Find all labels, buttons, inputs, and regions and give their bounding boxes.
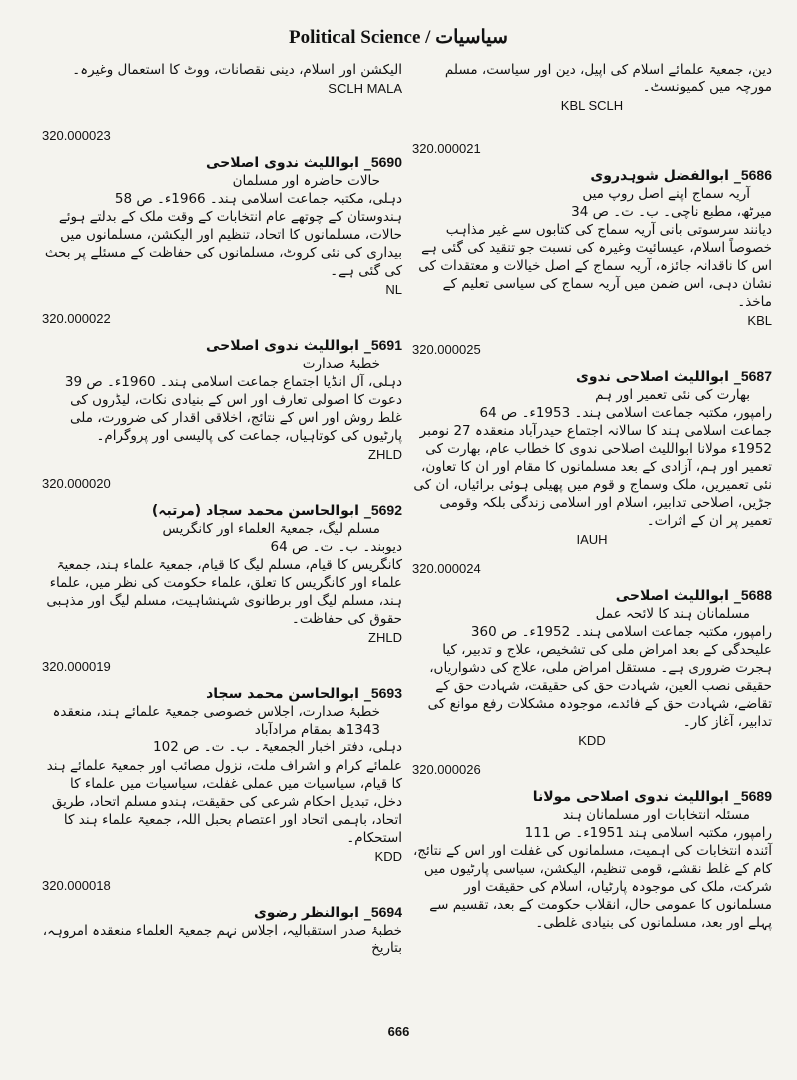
accession-number: 320.000026 [412,762,481,777]
entry-imprint: میرٹھ، مطبع ناچی۔ ب۔ ت۔ ص 34 [571,203,772,220]
accession-number: 320.000019 [42,659,111,674]
entry-imprint: دہلی، مکتبہ جماعت اسلامی ہند۔ 1966ء۔ ص 58 [114,190,402,207]
continuation-text: دین، جمعیۃ علمائے اسلام کی اپیل، دین اور سیاست، مسلم مورچہ میں کمیونسٹ۔ [444,62,772,95]
entry-title: مسلم لیگ، جمعیۃ العلماء اور کانگریس [162,521,380,537]
catalog-entry [412,561,772,748]
library-tag: IAUH [576,532,608,547]
library-tag: NL [385,282,402,297]
entry-heading: 5687_ ابواللیث اصلاحی ندوی [575,368,772,385]
entry-description: دیانند سرسوتی بانی آریہ سماج کی کتابوں سے غیر مذاہب خصوصاً اسلام، عیسائیت وغیرہ کی نسبت جو تنقید کی گئی ہے اس کا ناقدانہ جائزہ، آریہ سماج کے اصل خیالات و معتقدات کی نشان دہی، اس ضمن میں آریہ سماج کی سیاسی تعلیم کے ماخذ۔ [418,222,772,310]
entry-number: 5686 [740,167,772,183]
entry-author: ابوالحاسن محمد سجاد [206,686,359,702]
entry-description: جماعت اسلامی ہند کا سالانہ اجتماع حیدرآباد منعقدہ 27 نومبر 1952ء مولانا ابواللیث اصلاحی ندوی کا خطاب عام، بھارت کی تعمیر اور ہم، آزادی کے بعد مسلمانوں کا مقام اور ان کا تعاون، نئی تعمیریں، ملک وسماج و قوم میں پھیلی ہوئی برائیاں، ان کی جڑیں، اصلاحی تدابیر، اسلام اور اسلامی زندگی بلکہ وقومی تعمیر پر ان کے اثرات۔ [413,423,772,529]
entry-title: بھارت کی نئی تعمیر اور ہم [595,387,750,403]
catalog-entry [42,878,402,958]
catalog-entry [42,128,402,297]
catalog-entry [412,141,772,328]
entry-number: 5688 [740,587,772,603]
library-tag: ZHLD [368,630,402,645]
entry-number: 5687 [740,368,772,384]
accession-number: 320.000018 [42,877,111,893]
continuation-right [412,62,772,113]
entry-description: ہندوستان کے چوتھے عام انتخابات کے وقت ملک کے بدلتے ہوئے حالات، مسلمانوں کا اتحاد، تنظیم اور الیکشن، مسلمانوں میں بیداری کی نئی کروٹ، مسلمانوں کی حفاظت کے مسئلے پر بحث کی گئی ہے۔ [44,209,402,279]
catalog-entry [412,762,772,932]
entry-description: آئندہ انتخابات کی اہمیت، مسلمانوں کی غفلت اور اس کے نتائج، کام کے غلط نقشے، قومی تنظیم، الیکشن، سیاسی پارٹیوں میں شرکت، ملک کی موجودہ پارٹیاں، اسلام کی حقیقت اور مسلمانوں کا عمومی حال، انقلاب حکومت کے بعد، تقسیم سے پہلے اور بعد، مسلمانوں کی بنیادی غلطی۔ [412,843,772,931]
entry-number: 5694 [370,903,402,920]
entry-number: 5689 [740,788,772,804]
entry-number: 5693 [370,685,402,701]
page-number: 666 [387,1024,410,1039]
left-column [42,62,402,972]
entry-title: آریہ سماج اپنے اصل روپ میں [582,186,750,202]
entry-author: ابواللیث ندوی اصلاحی مولانا [532,789,729,805]
entry-imprint: دیوبند۔ ب۔ ت۔ ص 64 [270,538,402,555]
entry-author: ابواللیث ندوی اصلاحی [205,338,359,354]
entry-title: حالات حاضرہ اور مسلمان [232,173,380,189]
accession-number: 320.000022 [42,311,111,326]
accession-number: 320.000020 [42,476,111,491]
right-column [412,62,772,946]
entry-title: مسلمانان ہند کا لائحہ عمل [595,606,750,622]
continuation-left [42,62,402,96]
entry-imprint: رامپور، مکتبہ جماعت اسلامی ہند۔ 1953ء۔ ص 64 [479,404,772,421]
entry-imprint: رامپور، مکتبہ اسلامی ہند 1951ء۔ ص 111 [524,824,772,841]
entry-imprint: رامپور، مکتبہ جماعت اسلامی ہند۔ 1952ء۔ ص 360 [470,623,772,640]
entry-description: علیحدگی کے بعد امراض ملی کی تشخیص، علاج و تدبیر، کیا ہجرت ضروری ہے۔ مستقل امراض ملی، علاج کی دشواریاں، حقیقی نصب العین، شہادت حق کی حقیقت، شہادت حق کے تقاضے، شہادت حق کے فائدے، موجودہ مشکلات رفع موانع کی تدابیر، آغاز کار۔ [427,642,772,730]
entry-heading: 5691_ ابواللیث ندوی اصلاحی [205,337,402,354]
entry-title: مسئلہ انتخابات اور مسلمانان ہند [562,807,750,823]
accession-number: 320.000024 [412,561,481,576]
entry-number: 5692 [370,502,402,518]
entry-title: خطبۂ صدارت [302,356,380,372]
library-tag: KDD [374,848,402,864]
entry-title: خطبۂ صدارت، اجلاس خصوصی جمعیۃ علمائے ہند، منعقدہ 1343ھ بمقام مرادآباد [52,704,380,738]
entry-imprint: دہلی، آل انڈیا اجتماع جماعت اسلامی ہند۔ 1960ء۔ ص 39 [64,373,402,390]
entry-description: کانگریس کا قیام، مسلم لیگ کا قیام، جمعیۃ علماء ہند، جمعیۃ علماء اور کانگریس کا تعلق، علماء حکومت کی نظر میں، علماء ہند، مسلم لیگ اور برطانوی شہنشاہیت، مسلم لیگ اور مذہبی حقوق کی حفاظت۔ [46,557,402,627]
accession-number: 320.000023 [42,128,111,143]
library-tag: KDD [578,733,606,748]
entry-heading: 5694_ ابوالنظر رضوی [253,903,402,921]
entry-author: ابواللیث اصلاحی [615,588,729,604]
entry-author: ابوالنظر رضوی [253,904,359,921]
library-tag: SCLH MALA [328,81,402,96]
library-tag: ZHLD [368,447,402,462]
library-tag: KBL [747,313,772,328]
entry-heading: 5688_ ابواللیث اصلاحی [615,587,772,604]
entry-author: ابواللیث ندوی اصلاحی [205,155,359,171]
entry-heading: 5689_ ابواللیث ندوی اصلاحی مولانا [532,788,772,805]
catalog-entry [42,311,402,462]
entry-description: دعوت کا اصولی تعارف اور اس کے بنیادی نکات، لیڈروں کی غلط روش اور اس کے نتائج، اخلاقی اقدار کی ضرورت، ملی پارٹیوں کی کوتاہیاں، جماعت کی پالیسی اور پروگرام۔ [70,392,402,444]
entry-imprint: دہلی، دفتر اخبار الجمعیۃ۔ ب۔ ت۔ ص 102 [153,739,402,755]
entry-heading: 5693_ ابوالحاسن محمد سجاد [206,685,402,702]
entry-author: ابوالحاسن محمد سجاد (مرتبہ) [151,503,359,519]
entry-number: 5691 [370,337,402,353]
library-tag: KBL SCLH [560,98,624,113]
entry-author: ابواللیث اصلاحی ندوی [575,369,729,385]
continuation-text: الیکشن اور اسلام، دینی نقصانات، ووٹ کا استعمال وغیرہ۔ [72,62,402,78]
catalog-entry [42,659,402,864]
entry-heading: 5686_ ابوالفضل شوہدروی [590,167,772,184]
accession-number: 320.000025 [412,342,481,357]
catalog-entry [42,476,402,645]
entry-heading: 5690_ ابواللیث ندوی اصلاحی [205,154,402,171]
accession-number: 320.000021 [412,141,481,156]
entry-description: علمائے کرام و اشراف ملت، نزول مصائب اور جمعیۃ علمائے ہند کا قیام، سیاسیات میں عملی غفلت، سیاسیات میں علماء کا دخل، تبدیل احکام شرعی کی حقیقت، ہندو مسلم اتحاد، طریق اتحاد، باہمی اتحاد اور اعتصام بحبل اللہ، جمعیۃ علماء ہند کا استحکام۔ [46,757,402,846]
entry-number: 5690 [370,154,402,170]
catalog-entry [412,342,772,547]
entry-heading: 5692_ ابوالحاسن محمد سجاد (مرتبہ) [151,502,402,519]
entry-title: خطبۂ صدر استقبالیہ، اجلاس نہم جمعیۃ العلماء منعقدہ امروہہ، بتاریخ [42,922,402,956]
entry-author: ابوالفضل شوہدروی [590,168,729,184]
page-title: Political Science / سیاسیات [289,27,508,48]
